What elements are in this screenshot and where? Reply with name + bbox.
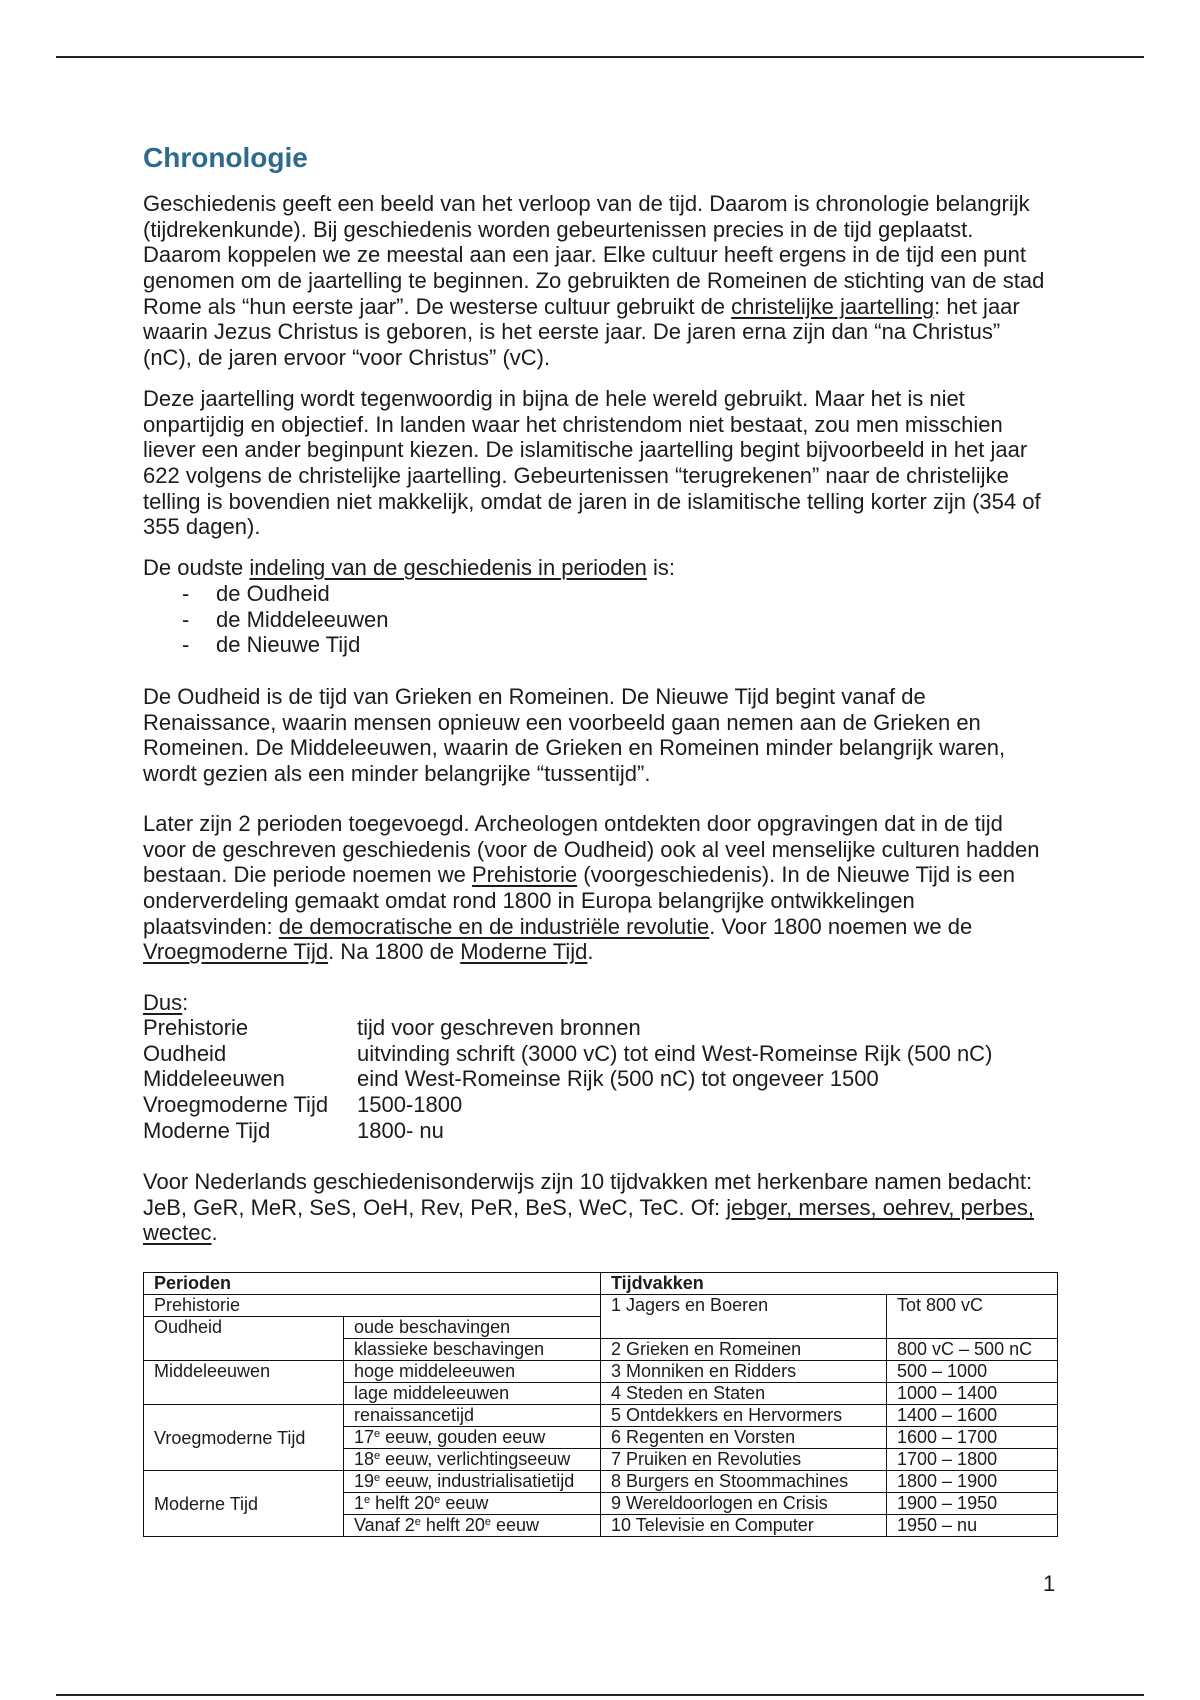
text-run: 17 — [354, 1427, 375, 1447]
table-header-eras: Tijdvakken — [601, 1273, 1058, 1295]
table-cell-era: 7 Pruiken en Revoluties — [601, 1449, 887, 1471]
table-cell-subperiod: hoge middeleeuwen — [344, 1361, 601, 1383]
table-cell-era-dates: 1600 – 1700 — [887, 1427, 1058, 1449]
table-cell-period: Oudheid — [144, 1317, 344, 1361]
text-line: (nC), de jaren ervoor “voor Christus” (vC). — [143, 344, 551, 370]
table-header-periods: Perioden — [144, 1273, 601, 1295]
list-item — [143, 632, 743, 658]
text-run: 19 — [354, 1471, 375, 1491]
list-marker: - — [182, 606, 190, 632]
text-line — [143, 294, 1044, 320]
text-line: De Oudheid is de tijd van Grieken en Romeinen. De Nieuwe Tijd begint vanaf de — [143, 684, 926, 709]
definition-term: Oudheid — [143, 1040, 227, 1066]
text-line: telling is bovendien niet makkelijk, omdat de jaren in de islamitische telling korter zijn (354 of — [143, 488, 1041, 514]
text-line: voor de geschreven geschiedenis (voor de Oudheid) ook al veel menselijke culturen hadden — [143, 836, 1040, 862]
list-item-text: de Middeleeuwen — [216, 606, 389, 632]
table-cell-subperiod — [344, 1493, 601, 1515]
text-run: helft 20 — [420, 1515, 485, 1535]
text-line: Daarom koppelen we ze meestal aan een jaar. Elke cultuur heeft ergens in de tijd een punt — [143, 242, 1026, 268]
table-cell-era: 5 Ontdekkers en Hervormers — [601, 1405, 887, 1427]
table-cell-period: Middeleeuwen — [144, 1361, 344, 1405]
text-line: 355 dagen). — [143, 514, 261, 540]
underlined-text: Moderne Tijd — [460, 939, 588, 965]
table-row — [144, 1405, 1058, 1427]
superscript-text: e — [374, 1428, 381, 1440]
underlined-text: wectec — [143, 1220, 212, 1246]
table-cell-era: 8 Burgers en Stoommachines — [601, 1471, 887, 1493]
table-cell-period: Vroegmoderne Tijd — [144, 1405, 344, 1471]
text-run: Rome als “hun eerste jaar”. De westerse cultuur gebruikt de — [143, 293, 732, 319]
table-cell-era: 6 Regenten en Vorsten — [601, 1427, 887, 1449]
table-row — [144, 1361, 1058, 1383]
periods-table — [143, 1272, 1058, 1537]
table-row — [144, 1295, 1058, 1317]
page-title: Chronologie — [143, 142, 308, 173]
text-run: 1 — [354, 1493, 365, 1513]
table-cell-period: Prehistorie — [144, 1295, 601, 1317]
table-cell-era: 1 Jagers en Boeren — [601, 1295, 887, 1339]
table-cell-subperiod: renaissancetijd — [344, 1405, 601, 1427]
definition-text: 1800- nu — [357, 1117, 444, 1143]
text-line: onpartijdig en objectief. In landen waar het christendom niet bestaat, zou men misschien — [143, 411, 1003, 437]
text-line: onderverdeling gemaakt omdat rond 1800 in Europa belangrijke ontwikkelingen — [143, 887, 915, 913]
text-line: waarin Jezus Christus is geboren, is het eerste jaar. De jaren erna zijn dan “na Christus” — [143, 319, 1001, 345]
paragraph-oudheid — [143, 684, 1005, 787]
list-item-text: de Oudheid — [216, 581, 330, 606]
paragraph-tijdvakken — [143, 1169, 1034, 1246]
bottom-rule — [56, 1694, 1144, 1696]
text-run: is: — [646, 555, 676, 580]
table-cell-era: 9 Wereldoorlogen en Crisis — [601, 1493, 887, 1515]
bullet-list — [143, 581, 743, 658]
definition-row — [143, 1041, 1143, 1067]
table-cell-era-dates: 1900 – 1950 — [887, 1493, 1058, 1515]
table-row — [144, 1471, 1058, 1493]
page-number: 1 — [1043, 1571, 1056, 1596]
text-run: eeuw, industrialisatietijd — [380, 1471, 575, 1491]
list-marker: - — [182, 632, 190, 658]
superscript-text: e — [414, 1516, 421, 1528]
text-line — [143, 939, 1039, 965]
table-cell-subperiod: lage middeleeuwen — [344, 1383, 601, 1405]
table-cell-era: 3 Monniken en Ridders — [601, 1361, 887, 1383]
table-cell-subperiod — [344, 1515, 601, 1537]
list-marker: - — [182, 581, 190, 606]
text-line: Voor Nederlands geschiedenisonderwijs zijn 10 tijdvakken met herkenbare namen bedacht: — [143, 1169, 1033, 1194]
text-run: : het jaar — [934, 293, 1020, 319]
text-run: De oudste — [143, 555, 250, 580]
text-run: JeB, GeR, MeR, SeS, OeH, Rev, PeR, BeS, WeC, TeC. Of: — [143, 1194, 727, 1220]
list-item-text: de Nieuwe Tijd — [216, 632, 361, 658]
table-cell-subperiod — [344, 1471, 601, 1493]
text-line: Geschiedenis geeft een beeld van het verloop van de tijd. Daarom is chronologie belangrijk — [143, 191, 1030, 216]
table-cell-era-dates: 1700 – 1800 — [887, 1449, 1058, 1471]
definition-list — [143, 1015, 1143, 1143]
list-item — [143, 607, 743, 633]
text-line: (tijdrekenkunde). Bij geschiedenis worden gebeurtenissen precies in de tijd geplaatst. — [143, 216, 974, 242]
paragraph-indeling — [143, 555, 675, 581]
table-cell-era-dates: 800 vC – 500 nC — [887, 1339, 1058, 1361]
table-header-row — [144, 1273, 1058, 1295]
paragraph-jaartelling — [143, 386, 1041, 540]
text-run: plaatsvinden: — [143, 913, 279, 939]
list-item — [143, 581, 743, 607]
paragraph-chronology-intro — [143, 191, 1044, 371]
definition-term: Middeleeuwen — [143, 1066, 285, 1092]
text-run: . — [211, 1220, 218, 1246]
definition-term: Moderne Tijd — [143, 1117, 271, 1143]
text-run: eeuw, verlichtingseeuw — [380, 1449, 571, 1469]
underlined-text: Vroegmoderne Tijd — [143, 939, 329, 965]
text-line — [143, 990, 188, 1016]
text-run: . Voor 1800 noemen we de — [709, 913, 973, 939]
text-line: Later zijn 2 perioden toegevoegd. Archeologen ontdekten door opgravingen dat in de tijd — [143, 811, 1003, 836]
text-line — [143, 1220, 1034, 1246]
table-cell-era: 2 Grieken en Romeinen — [601, 1339, 887, 1361]
text-run: (voorgeschiedenis). In de Nieuwe Tijd is een — [577, 862, 1015, 888]
text-line — [143, 862, 1039, 888]
underlined-text: indeling van de geschiedenis in perioden — [249, 555, 647, 580]
definition-row — [143, 1118, 1143, 1144]
table-cell-subperiod — [344, 1449, 601, 1471]
definition-row — [143, 1066, 1143, 1092]
table-cell-subperiod: oude beschavingen — [344, 1317, 601, 1339]
table-cell-subperiod: klassieke beschavingen — [344, 1339, 601, 1361]
paragraph-dus — [143, 990, 188, 1016]
table-cell-era: 10 Televisie en Computer — [601, 1515, 887, 1537]
text-line: Renaissance, waarin mensen opnieuw een voorbeeld gaan nemen aan de Grieken en — [143, 709, 981, 735]
table-cell-era-dates: 1950 – nu — [887, 1515, 1058, 1537]
definition-row — [143, 1015, 1143, 1041]
superscript-text: e — [434, 1494, 441, 1506]
table-cell-era-dates: 1800 – 1900 — [887, 1471, 1058, 1493]
text-run: bestaan. Die periode noemen we — [143, 862, 472, 888]
text-line — [143, 1195, 1034, 1221]
definition-row — [143, 1092, 1143, 1118]
superscript-text: e — [364, 1494, 371, 1506]
superscript-text: e — [374, 1450, 381, 1462]
text-line: Romeinen. De Middeleeuwen, waarin de Grieken en Romeinen minder belangrijk waren, — [143, 735, 1006, 761]
underlined-text: Prehistorie — [472, 862, 578, 888]
text-line: 622 volgens de christelijke jaartelling. Gebeurtenissen “terugrekenen” naar de christelijke — [143, 462, 1009, 488]
superscript-text: e — [484, 1516, 492, 1528]
superscript-text: e — [374, 1472, 381, 1484]
text-run: helft 20 — [370, 1493, 435, 1513]
text-line — [143, 555, 675, 581]
text-run: eeuw, gouden eeuw — [380, 1427, 546, 1447]
text-line: wordt gezien als een minder belangrijke “tussentijd”. — [143, 760, 651, 786]
table-cell-era-dates: Tot 800 vC — [887, 1295, 1058, 1339]
text-line: Deze jaartelling wordt tegenwoordig in bijna de hele wereld gebruikt. Maar het is niet — [143, 386, 965, 411]
text-run: . Na 1800 de — [328, 939, 461, 965]
definition-text: eind West-Romeinse Rijk (500 nC) tot ongeveer 1500 — [357, 1066, 879, 1092]
text-line: genomen om de jaartelling te beginnen. Zo gebruikten de Romeinen de stichting van de stad — [143, 267, 1045, 293]
table-cell-era-dates: 1400 – 1600 — [887, 1405, 1058, 1427]
text-line: liever een ander beginpunt kiezen. De islamitische jaartelling begint bijvoorbeeld in het jaar — [143, 437, 1028, 463]
underlined-text: de democratische en de industriële revolutie — [278, 913, 710, 939]
table-cell-era-dates: 1000 – 1400 — [887, 1383, 1058, 1405]
paragraph-later-perioden — [143, 811, 1039, 965]
text-run: : — [182, 990, 189, 1015]
underlined-text: christelijke jaartelling — [731, 293, 935, 319]
definition-text: tijd voor geschreven bronnen — [357, 1015, 641, 1040]
text-run: Vanaf 2 — [354, 1515, 415, 1535]
table-cell-era: 4 Steden en Staten — [601, 1383, 887, 1405]
text-run: 18 — [354, 1449, 375, 1469]
text-line — [143, 914, 1039, 940]
table-cell-era-dates: 500 – 1000 — [887, 1361, 1058, 1383]
table-cell-subperiod — [344, 1427, 601, 1449]
definition-text: uitvinding schrift (3000 vC) tot eind West-Romeinse Rijk (500 nC) — [357, 1040, 993, 1066]
underlined-text: jebger, merses, oehrev, perbes, — [726, 1194, 1034, 1220]
definition-term: Vroegmoderne Tijd — [143, 1091, 329, 1117]
definition-term: Prehistorie — [143, 1015, 249, 1040]
top-rule — [56, 56, 1144, 58]
text-run: eeuw — [491, 1515, 540, 1535]
underlined-text: Dus — [143, 990, 183, 1015]
table-cell-period: Moderne Tijd — [144, 1471, 344, 1537]
text-run: eeuw — [440, 1493, 489, 1513]
definition-text: 1500-1800 — [357, 1091, 463, 1117]
text-run: . — [587, 939, 594, 965]
